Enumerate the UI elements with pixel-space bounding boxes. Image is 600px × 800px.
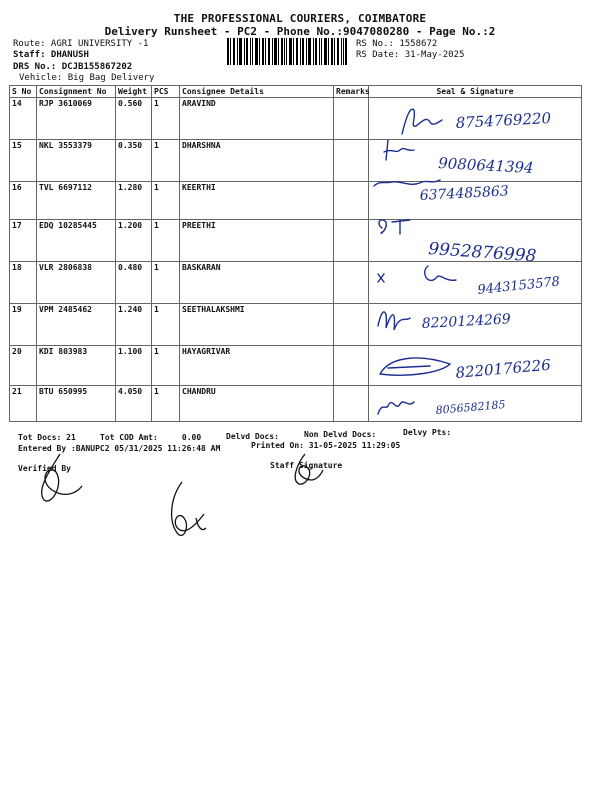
row-consignee: DHARSHNA	[180, 140, 334, 182]
row-pcs: 1	[152, 182, 180, 220]
row-consignment: BTU 650995	[37, 386, 116, 422]
row-consignment: RJP 3610069	[37, 98, 116, 140]
handwritten-phone: 9080641394	[437, 154, 535, 177]
signature-scribble	[380, 358, 450, 375]
row-remarks	[334, 262, 369, 304]
row-weight: 0.350	[116, 140, 152, 182]
row-consignee: BASKARAN	[180, 262, 334, 304]
row-consignee: KEERTHI	[180, 182, 334, 220]
signature-scribble	[402, 109, 442, 134]
total-docs: Tot Docs: 21	[18, 433, 76, 442]
staff-label: Staff: DHANUSH	[13, 50, 89, 60]
col-sno: S No	[10, 86, 37, 98]
non-delivered-docs: Non Delvd Docs:	[304, 430, 377, 439]
signature-scribble	[379, 220, 410, 234]
row-remarks	[334, 140, 369, 182]
row-remarks	[334, 220, 369, 262]
row-weight: 0.480	[116, 262, 152, 304]
company-title: THE PROFESSIONAL COURIERS, COIMBATORE	[173, 12, 427, 25]
row-pcs: 1	[152, 98, 180, 140]
row-consignment: EDQ 10285445	[37, 220, 116, 262]
row-weight: 1.200	[116, 220, 152, 262]
row-sno: 14	[10, 98, 37, 140]
row-sno: 17	[10, 220, 37, 262]
signature-scribble	[374, 180, 440, 186]
row-remarks	[334, 182, 369, 220]
row-pcs: 1	[152, 220, 180, 262]
total-cod-amount: Tot COD Amt: 0.00	[100, 433, 202, 442]
row-weight: 1.240	[116, 304, 152, 346]
handwritten-phone: 8056582185	[435, 397, 506, 417]
row-remarks	[334, 386, 369, 422]
col-weight: Weight	[116, 86, 152, 98]
runsheet-title: Delivery Runsheet - PC2 - Phone No.:9047080280 - Page No.:2	[104, 25, 496, 38]
handwritten-phone: 9952876998	[427, 239, 537, 267]
handwritten-phone: 8754769220	[455, 109, 552, 132]
signature-scribble	[378, 266, 456, 282]
row-remarks	[334, 304, 369, 346]
col-pcs: PCS	[152, 86, 180, 98]
delivery-points: Delvy Pts:	[403, 428, 452, 437]
row-consignee: PREETHI	[180, 220, 334, 262]
row-weight: 1.280	[116, 182, 152, 220]
row-weight: 4.050	[116, 386, 152, 422]
row-pcs: 1	[152, 304, 180, 346]
row-remarks	[334, 98, 369, 140]
row-pcs: 1	[152, 386, 180, 422]
verifier-signature	[30, 450, 90, 510]
handwritten-phone: 8220124269	[421, 311, 512, 332]
barcode	[227, 38, 347, 65]
row-weight: 1.100	[116, 346, 152, 386]
signature-scribble	[378, 402, 414, 414]
row-consignment: NKL 3553379	[37, 140, 116, 182]
handwritten-phone: 6374485863	[419, 183, 510, 204]
row-weight: 0.560	[116, 98, 152, 140]
delivered-docs: Delvd Docs:	[226, 432, 279, 441]
handwritten-initials	[160, 478, 210, 548]
row-consignee: HAYAGRIVAR	[180, 346, 334, 386]
row-pcs: 1	[152, 140, 180, 182]
row-consignment: VLR 2806838	[37, 262, 116, 304]
col-remarks: Remarks	[334, 86, 369, 98]
row-remarks	[334, 346, 369, 386]
row-sno: 15	[10, 140, 37, 182]
vehicle-label: Vehicle: Big Bag Delivery	[19, 73, 155, 83]
row-consignee: CHANDRU	[180, 386, 334, 422]
row-sno: 18	[10, 262, 37, 304]
entered-by: Entered By :BANUPC2 05/31/2025 11:26:48 AM	[18, 444, 221, 453]
row-consignee: SEETHALAKSHMI	[180, 304, 334, 346]
route-label: Route: AGRI UNIVERSITY -1	[13, 39, 149, 49]
printed-on: Printed On: 31-05-2025 11:29:05	[251, 441, 401, 450]
signature-scribble	[378, 312, 410, 330]
verified-by-label: Verified By	[18, 464, 71, 473]
row-sno: 20	[10, 346, 37, 386]
signature-scribble	[384, 140, 414, 160]
drs-number: DRS No.: DCJB155867202	[13, 62, 133, 72]
staff-signature	[285, 450, 325, 490]
row-consignment: KDI 803983	[37, 346, 116, 386]
row-sno: 19	[10, 304, 37, 346]
row-consignment: VPM 2485462	[37, 304, 116, 346]
col-consignment: Consignment No	[37, 86, 116, 98]
row-pcs: 1	[152, 262, 180, 304]
row-sno: 21	[10, 386, 37, 422]
col-signature: Seal & Signature	[369, 86, 582, 98]
row-consignee: ARAVIND	[180, 98, 334, 140]
row-sno: 16	[10, 182, 37, 220]
rs-number: RS No.: 1558672	[356, 39, 438, 49]
staff-signature-label: Staff Signature	[270, 461, 343, 470]
handwritten-phone: 8220176226	[454, 355, 552, 382]
handwritten-signatures	[370, 96, 585, 426]
col-consignee: Consignee Details	[180, 86, 334, 98]
rs-date: RS Date: 31-May-2025	[356, 50, 465, 60]
row-consignment: TVL 6697112	[37, 182, 116, 220]
row-pcs: 1	[152, 346, 180, 386]
handwritten-phone: 9443153578	[476, 274, 561, 298]
